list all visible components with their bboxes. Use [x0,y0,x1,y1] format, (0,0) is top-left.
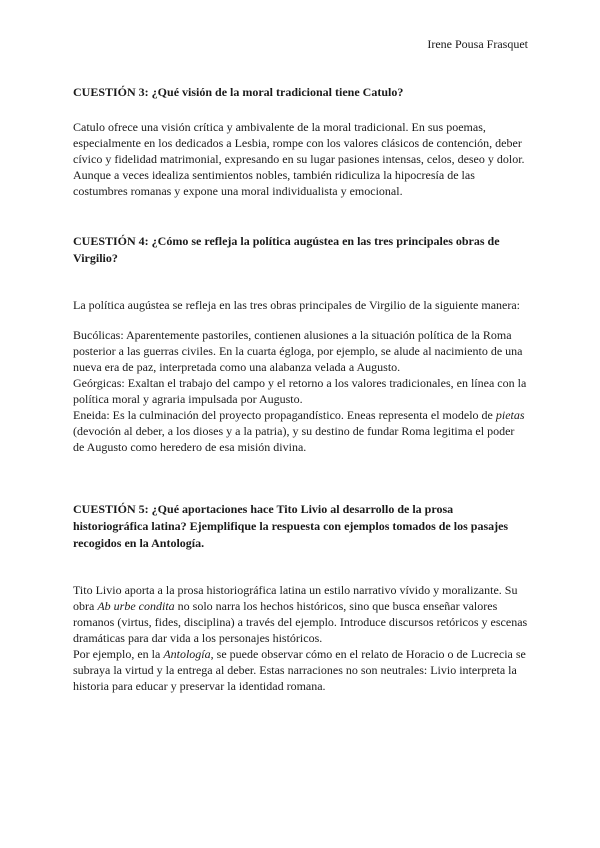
author-name: Irene Pousa Frasquet [427,37,528,51]
p1-text-start: Tito Livio aporta a la prosa historiográfica latina un estilo narrativo vívido y moralizante. Su obra [73,583,518,613]
eneida-text-end: (devoción al deber, a los dioses y a la patria), y su destino de fundar Roma legitima el poder de Augusto como heredero de esa misión divina. [73,424,515,454]
question-4-intro: La política augústea se refleja en las tres obras principales de Virgilio de la siguiente manera: [73,298,521,312]
question-3-title: CUESTIÓN 3: ¿Qué visión de la moral tradicional tiene Catulo? [73,85,404,99]
p1-italic-work: Ab urbe condita [97,599,175,613]
question-4-bucolicas: Bucólicas: Aparentemente pastoriles, contienen alusiones a la situación política de la Roma posterior a las guerras civiles. En la cuarta égloga, por ejemplo, se alude al nacimiento de una nueva era de paz, interpretada como una alabanza velada a Augusto. [73,328,523,374]
question-3-answer: Catulo ofrece una visión crítica y ambivalente de la moral tradicional. En sus poemas, especialmente en los dedicados a Lesbia, rompe con los valores clásicos de contención, deber cívico y fidelidad matrimonial, expresando en su lugar pasiones intensas, celos, deseo y dolor. Aunque a veces idealiza sentimientos nobles, también ridiculiza la hipocresía de las costumbres romanas y expone una moral individualista y emocional. [73,120,525,198]
document-body [73,84,528,694]
p1-text-end: no solo narra los hechos históricos, sino que busca enseñar valores romanos (virtus, fides, disciplina) a través del ejemplo. Introduce discursos retóricos y escenas dramáticas para dar vida a los personajes históricos. [73,599,528,645]
p2-italic-work: Antología [163,647,211,661]
p2-text-end: , se puede observar cómo en el relato de Horacio o de Lucrecia se subraya la virtud y la entrega al deber. Estas narraciones no son neutrales: Livio interpreta la historia para educar y preservar la identidad romana. [73,647,526,693]
eneida-italic-term: pietas [495,408,525,422]
question-4-georgicas: Geórgicas: Exaltan el trabajo del campo y el retorno a los valores tradicionales, en línea con la política moral y agraria impulsada por Augusto. [73,376,527,406]
p2-text-start: Por ejemplo, en la [73,647,164,661]
question-5-title: CUESTIÓN 5: ¿Qué aportaciones hace Tito Livio al desarrollo de la prosa historiográfica latina? Ejemplifique la respuesta con ejemplos tomados de los pasajes recogidos en la Antología. [73,502,509,550]
question-4-eneida [73,407,528,455]
eneida-text-start: Eneida: Es la culminación del proyecto propagandístico. Eneas representa el modelo de [73,408,493,422]
question-4-title: CUESTIÓN 4: ¿Cómo se refleja la política augústea en las tres principales obras de Virgilio? [73,234,500,265]
question-5-paragraph-2 [73,646,528,694]
question-5-paragraph-1 [73,582,528,646]
